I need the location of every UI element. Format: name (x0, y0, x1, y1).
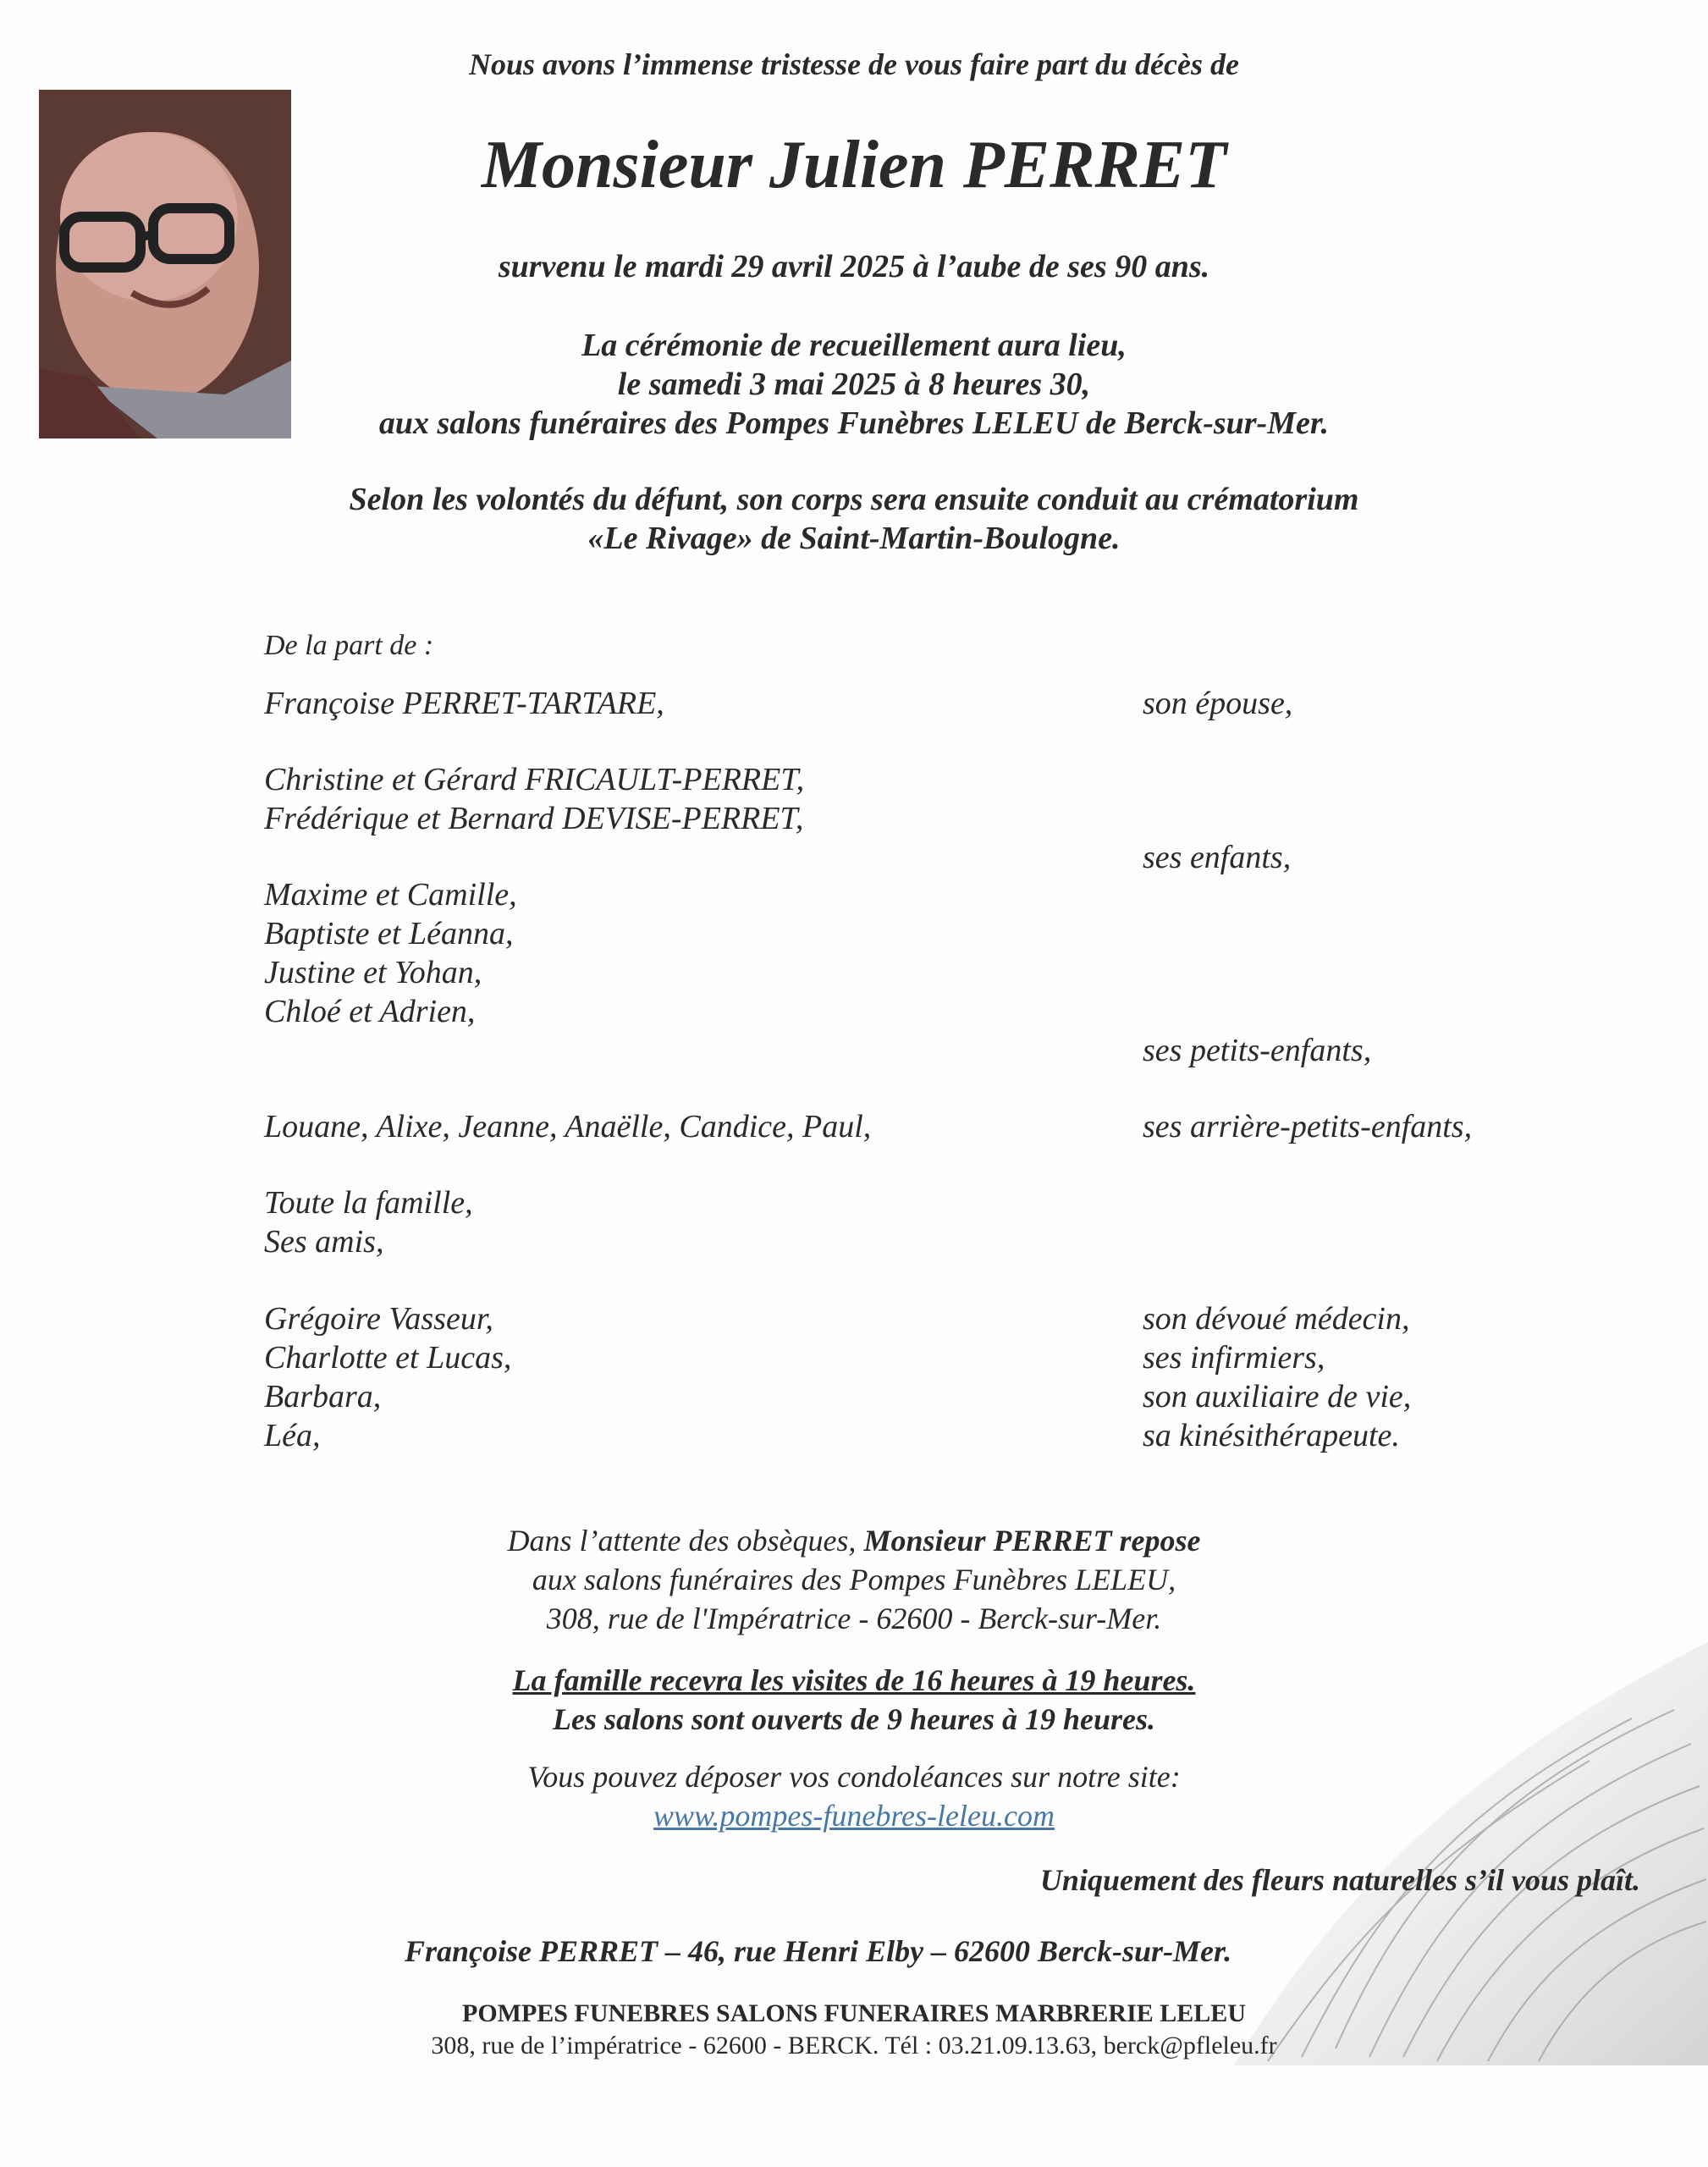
death-date: survenu le mardi 29 avril 2025 à l’aube de ses 90 ans. (498, 249, 1210, 284)
family-name: Justine et Yohan, (264, 955, 482, 990)
firm-name: POMPES FUNEBRES SALONS FUNERAIRES MARBRERIE LELEU (462, 1999, 1246, 2027)
family-name: Grégoire Vasseur, (264, 1301, 493, 1337)
website-link[interactable]: www.pompes-funebres-leleu.com (653, 1799, 1055, 1833)
visits-line (0, 1661, 1708, 1700)
family-name: Charlotte et Lucas, (264, 1340, 512, 1376)
ceremony-line-1: La cérémonie de recueillement aura lieu, (581, 328, 1127, 363)
deceased-name: Monsieur Julien PERRET (481, 128, 1227, 202)
repose-text: Dans l’attente des obsèques, (507, 1524, 864, 1558)
family-name: Frédérique et Bernard DEVISE-PERRET, (264, 801, 804, 836)
repose-line-3: 308, rue de l'Impératrice - 62600 - Berck-sur-Mer. (546, 1602, 1162, 1635)
family-relation: ses petits-enfants, (1143, 1033, 1372, 1068)
firm-address: 308, rue de l’impératrice - 62600 - BERCK. Tél : 03.21.09.13.63, berck@pfleleu.fr (431, 2032, 1277, 2059)
ceremony-line-3: aux salons funéraires des Pompes Funèbres LELEU de Berck-sur-Mer. (378, 405, 1330, 441)
repose-line-2: aux salons funéraires des Pompes Funèbres LELEU, (532, 1563, 1176, 1596)
family-name: Léa, (264, 1418, 321, 1453)
family-name: Chloé et Adrien, (264, 994, 476, 1029)
cremation-line-1: Selon les volontés du défunt, son corps sera ensuite conduit au crématorium (349, 482, 1359, 517)
condolences-text: Vous pouvez déposer vos condoléances sur notre site: (527, 1760, 1181, 1794)
family-relation: sa kinésithérapeute. (1143, 1418, 1400, 1453)
family-relation: son épouse, (1143, 686, 1293, 721)
family-name: Louane, Alixe, Jeanne, Anaëlle, Candice, Paul, (264, 1109, 872, 1144)
from-label: De la part de : (264, 630, 434, 661)
family-relation: son auxiliaire de vie, (1143, 1379, 1412, 1414)
intro-line: Nous avons l’immense tristesse de vous faire part du décès de (469, 47, 1239, 81)
ceremony-line-2: le samedi 3 mai 2025 à 8 heures 30, (617, 367, 1091, 402)
family-relation: ses enfants, (1143, 840, 1292, 875)
website-row (0, 1796, 1708, 1835)
opening-hours: Les salons sont ouverts de 9 heures à 19 heures. (552, 1702, 1156, 1736)
repose-line-1 (0, 1521, 1708, 1560)
family-name: Françoise PERRET-TARTARE, (264, 686, 664, 721)
family-relation: ses arrière-petits-enfants, (1143, 1109, 1473, 1144)
family-relation: son dévoué médecin, (1143, 1301, 1410, 1337)
family-relation: ses infirmiers, (1143, 1340, 1325, 1376)
family-name: Toute la famille, (264, 1185, 473, 1221)
family-name: Maxime et Camille, (264, 877, 517, 913)
family-name: Barbara, (264, 1379, 382, 1414)
visits-text: La famille recevra les visites de 16 heures à 19 heures. (512, 1663, 1196, 1697)
family-name: Ses amis, (264, 1224, 384, 1260)
family-name: Christine et Gérard FRICAULT-PERRET, (264, 762, 805, 797)
repose-emphasis: Monsieur PERRET repose (863, 1524, 1201, 1558)
cremation-line-2: «Le Rivage» de Saint-Martin-Boulogne. (587, 521, 1121, 556)
flowers-note: Uniquement des fleurs naturelles s’il vous plaît. (1039, 1863, 1640, 1897)
contact-address: Françoise PERRET – 46, rue Henri Elby – 62600 Berck-sur-Mer. (405, 1934, 1232, 1968)
family-name: Baptiste et Léanna, (264, 916, 514, 951)
